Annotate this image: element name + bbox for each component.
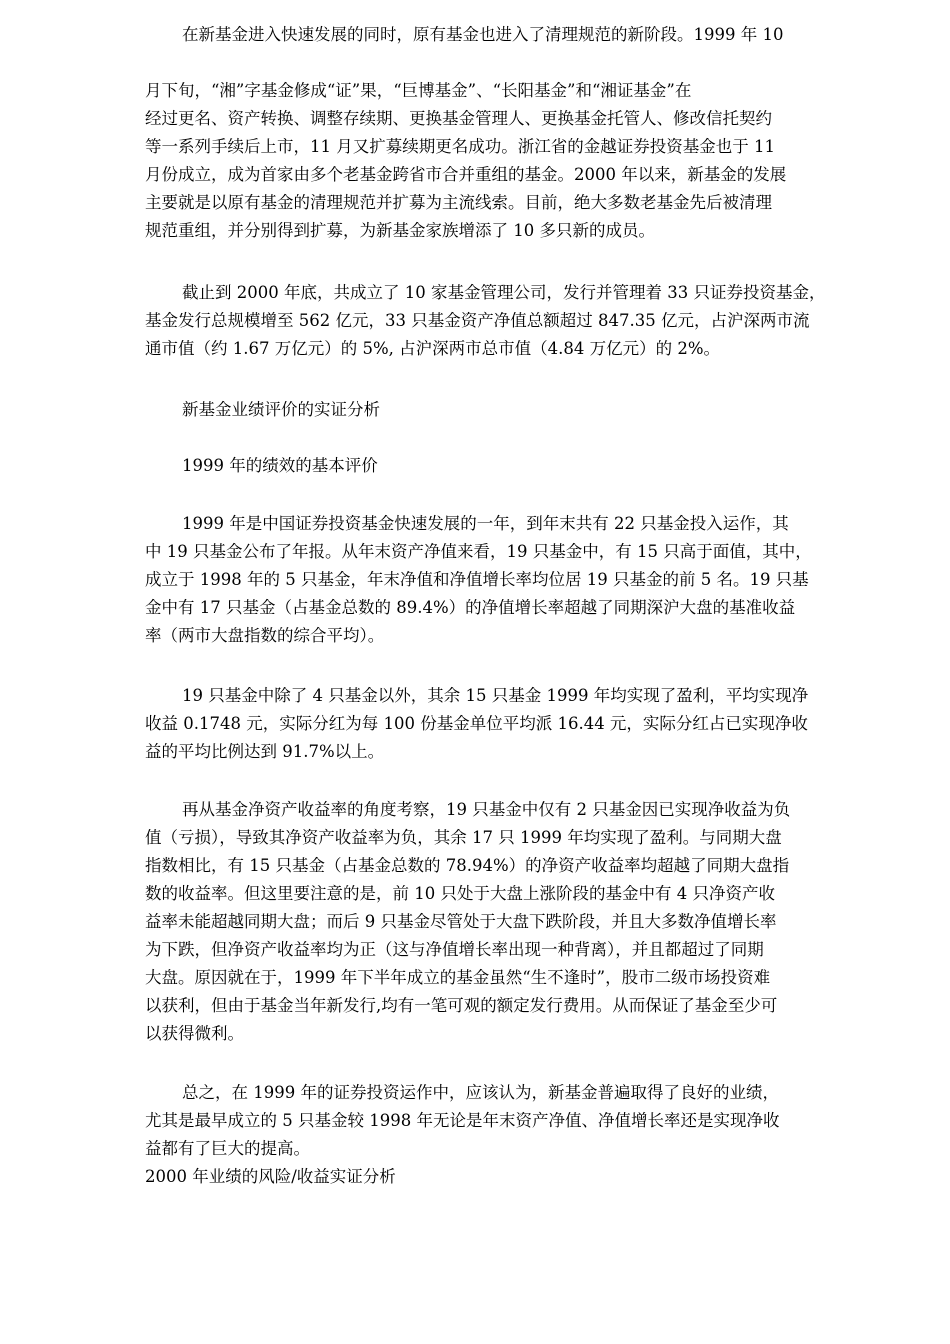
paragraph-7-line-1: 再从基金净资产收益率的角度考察，19 只基金中仅有 2 只基金因已实现净收益为负 <box>182 800 791 819</box>
paragraph-7-line-4: 数的收益率。但这里要注意的是，前 10 只处于大盘上涨阶段的基金中有 4 只净资产收 <box>145 884 775 903</box>
paragraph-1-line-2: 月下旬，“湘”字基金修成“证”果，“巨博基金”、“长阳基金”和“湘证基金”在 <box>145 81 692 100</box>
paragraph-7-line-8: 以获利，但由于基金当年新发行,均有一笔可观的额定发行费用。从而保证了基金至少可 <box>145 996 778 1015</box>
paragraph-7-line-9: 以获得微利。 <box>145 1024 244 1043</box>
section-heading: 新基金业绩评价的实证分析 <box>182 400 380 419</box>
paragraph-1-line-5: 月份成立，成为首家由多个老基金跨省市合并重组的基金。2000 年以来，新基金的发展 <box>145 165 787 184</box>
subsection-heading: 1999 年的绩效的基本评价 <box>182 456 378 475</box>
paragraph-7-line-2: 值（亏损），导致其净资产收益率为负，其余 17 只 1999 年均实现了盈利。与同期大盘 <box>145 828 782 847</box>
section-heading-2000: 2000 年业绩的风险/收益实证分析 <box>145 1167 396 1186</box>
paragraph-5-line-2: 中 19 只基金公布了年报。从年末资产净值来看，19 只基金中，有 15 只高于面值，其中， <box>145 542 812 561</box>
paragraph-7-line-6: 为下跌，但净资产收益率均为正（这与净值增长率出现一种背离），并且都超过了同期 <box>145 940 764 959</box>
paragraph-7-line-3: 指数相比，有 15 只基金（占基金总数的 78.94%）的净资产收益率均超越了同期大盘指 <box>145 856 790 875</box>
paragraph-7-line-7: 大盘。原因就在于，1999 年下半年成立的基金虽然“生不逢时”，股市二级市场投资难 <box>145 968 771 987</box>
paragraph-5-line-4: 金中有 17 只基金（占基金总数的 89.4%）的净值增长率超越了同期深沪大盘的基准收益 <box>145 598 796 617</box>
paragraph-6-line-2: 收益 0.1748 元，实际分红为每 100 份基金单位平均派 16.44 元，实际分红占已实现净收 <box>145 714 808 733</box>
paragraph-2-line-2: 基金发行总规模增至 562 亿元，33 只基金资产净值总额超过 847.35 亿元，占沪深两市流 <box>145 311 810 330</box>
paragraph-7-line-5: 益率未能超越同期大盘；而后 9 只基金尽管处于大盘下跌阶段，并且大多数净值增长率 <box>145 912 777 931</box>
paragraph-8-line-2: 尤其是最早成立的 5 只基金较 1998 年无论是年末资产净值、净值增长率还是实现净收 <box>145 1111 780 1130</box>
paragraph-5-line-5: 率（两市大盘指数的综合平均）。 <box>145 626 385 645</box>
paragraph-5-line-3: 成立于 1998 年的 5 只基金，年末净值和净值增长率均位居 19 只基金的前 5 名。19 只基 <box>145 570 809 589</box>
paragraph-1-line-7: 规范重组，并分别得到扩募，为新基金家族增添了 10 多只新的成员。 <box>145 221 655 240</box>
paragraph-1-line-4: 等一系列手续后上市，11 月又扩募续期更名成功。浙江省的金越证券投资基金也于 11 <box>145 137 775 156</box>
paragraph-1-line-1: 在新基金进入快速发展的同时，原有基金也进入了清理规范的新阶段。1999 年 10 <box>182 25 784 44</box>
paragraph-1-line-3: 经过更名、资产转换、调整存续期、更换基金管理人、更换基金托管人、修改信托契约 <box>145 109 772 128</box>
paragraph-2-line-1: 截止到 2000 年底，共成立了 10 家基金管理公司，发行并管理着 33 只证券投资基金， <box>182 283 826 302</box>
paragraph-1-line-6: 主要就是以原有基金的清理规范并扩募为主流线索。目前，绝大多数老基金先后被清理 <box>145 193 772 212</box>
paragraph-8-line-3: 益都有了巨大的提高。 <box>145 1139 310 1158</box>
paragraph-6-line-1: 19 只基金中除了 4 只基金以外，其余 15 只基金 1999 年均实现了盈利，平均实现净 <box>182 686 809 705</box>
paragraph-2-line-3: 通市值（约 1.67 万亿元）的 5%, 占沪深两市总市值（4.84 万亿元）的 2%。 <box>145 339 721 358</box>
paragraph-6-line-3: 益的平均比例达到 91.7%以上。 <box>145 742 385 761</box>
paragraph-5-line-1: 1999 年是中国证券投资基金快速发展的一年，到年末共有 22 只基金投入运作，其 <box>182 514 789 533</box>
paragraph-8-line-1: 总之，在 1999 年的证券投资运作中，应该认为，新基金普遍取得了良好的业绩， <box>182 1083 779 1102</box>
